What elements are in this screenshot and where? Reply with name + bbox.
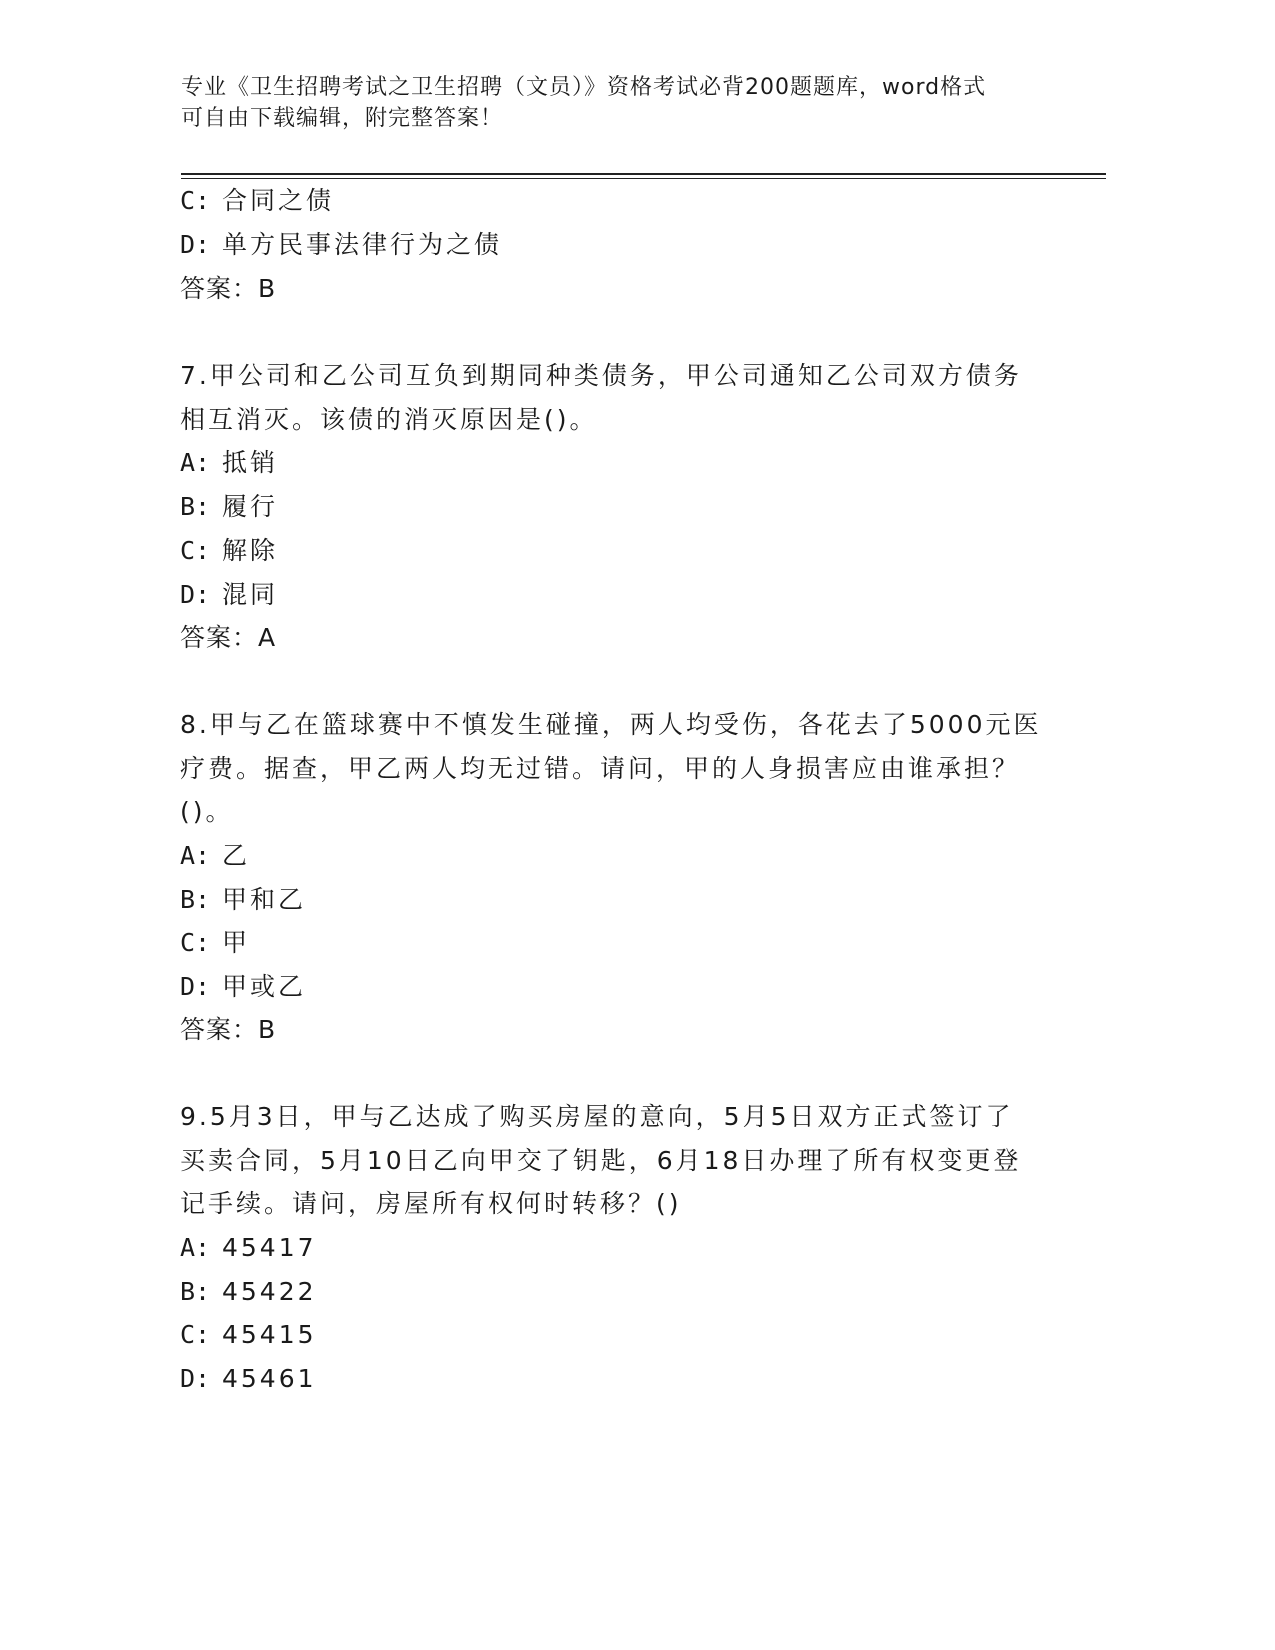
q8-stem-line1: 8.甲与乙在篮球赛中不慎发生碰撞，两人均受伤，各花去了5000元医 [180, 710, 1042, 739]
q8-answer [180, 1015, 276, 1045]
option-key: D: [180, 1364, 211, 1393]
option-key: C: [180, 928, 211, 957]
answer-value: B [258, 1015, 277, 1044]
option-key: B: [180, 885, 211, 914]
option-text: 乙 [222, 841, 251, 870]
option-text: 混同 [222, 580, 279, 609]
q9-option-b [180, 1277, 317, 1307]
q6-answer [180, 274, 276, 304]
q8-stem-line3: ()。 [180, 797, 234, 826]
option-text: 甲 [222, 928, 251, 957]
option-key: A: [180, 1233, 211, 1262]
option-text: 45415 [222, 1320, 317, 1349]
option-key: B: [180, 492, 211, 521]
answer-label: 答案： [180, 1015, 259, 1044]
option-key: D: [180, 230, 211, 259]
q6-option-d [180, 230, 502, 260]
option-text: 合同之债 [222, 186, 335, 215]
q7-answer [180, 623, 276, 653]
q7-option-c [180, 536, 278, 566]
answer-label: 答案： [180, 623, 259, 652]
option-key: B: [180, 1277, 211, 1306]
header-title-line2: 可自由下载编辑，附完整答案！ [181, 106, 504, 131]
q6-option-c [180, 186, 334, 216]
document-header [181, 72, 1081, 134]
q7-option-a [180, 448, 278, 478]
option-text: 履行 [222, 492, 279, 521]
answer-value: B [258, 274, 277, 303]
answer-value: A [258, 623, 277, 652]
header-divider-thick [181, 173, 1106, 175]
option-key: C: [180, 1320, 211, 1349]
q7-stem-line2: 相互消灭。该债的消灭原因是()。 [180, 405, 598, 434]
option-text: 甲和乙 [222, 885, 307, 914]
q7-option-d [180, 580, 278, 610]
q7-stem-line1: 7.甲公司和乙公司互负到期同种类债务，甲公司通知乙公司双方债务 [180, 361, 1022, 390]
option-text: 45422 [222, 1277, 317, 1306]
header-divider-thin [181, 178, 1106, 179]
q8-option-d [180, 972, 306, 1002]
q9-option-a [180, 1233, 317, 1263]
q9-stem-line2: 买卖合同，5月10日乙向甲交了钥匙，6月18日办理了所有权变更登 [180, 1146, 1022, 1175]
q9-option-d [180, 1364, 317, 1394]
option-text: 解除 [222, 536, 279, 565]
q8-option-a [180, 841, 250, 871]
option-text: 45417 [222, 1233, 317, 1262]
option-text: 甲或乙 [222, 972, 307, 1001]
q8-stem-line2: 疗费。据查，甲乙两人均无过错。请问，甲的人身损害应由谁承担？ [180, 754, 1021, 783]
option-key: D: [180, 972, 211, 1001]
option-key: D: [180, 580, 211, 609]
q9-stem-line3: 记手续。请问，房屋所有权何时转移？() [180, 1189, 682, 1218]
option-text: 45461 [222, 1364, 317, 1393]
option-key: A: [180, 448, 211, 477]
q9-option-c [180, 1320, 317, 1350]
option-key: A: [180, 841, 211, 870]
q7-option-b [180, 492, 278, 522]
option-text: 单方民事法律行为之债 [222, 230, 503, 259]
option-key: C: [180, 186, 211, 215]
answer-label: 答案： [180, 274, 259, 303]
header-title-line1: 专业《卫生招聘考试之卫生招聘（文员）》资格考试必背200题题库，word格式 [181, 75, 987, 100]
q8-option-b [180, 885, 306, 915]
q9-stem-line1: 9.5月3日，甲与乙达成了购买房屋的意向，5月5日双方正式签订了 [180, 1102, 1014, 1131]
option-key: C: [180, 536, 211, 565]
option-text: 抵销 [222, 448, 279, 477]
q8-option-c [180, 928, 250, 958]
